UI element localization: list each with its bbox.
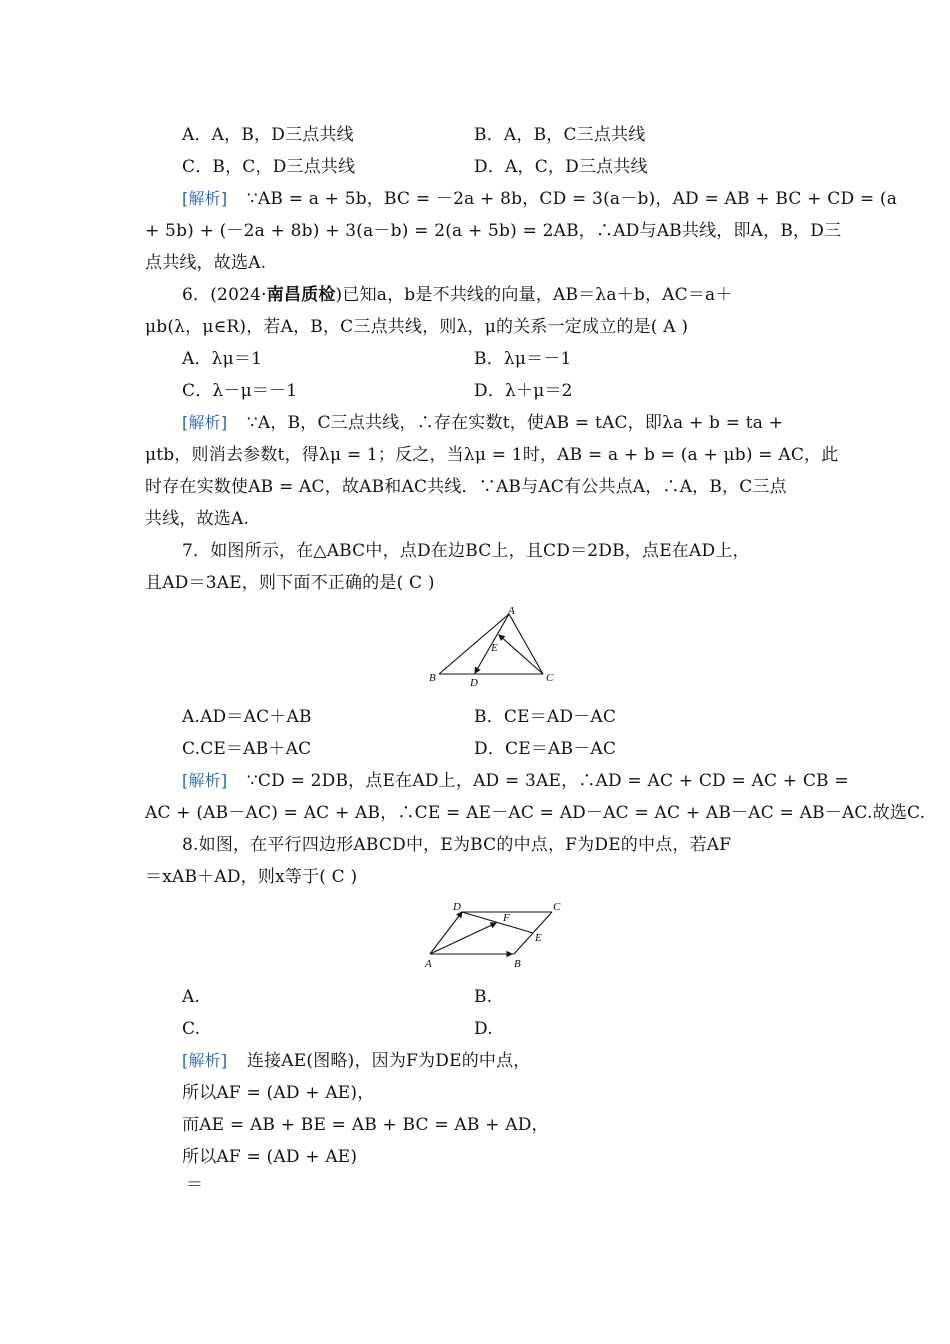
q5-solution-line-1 (182, 188, 898, 210)
label-b: B (514, 958, 521, 970)
q8-solution-line-5: ＝ (186, 1175, 204, 1195)
q8-solution-line-2: 所以AF = (AD + AE)， (182, 1083, 375, 1103)
parallelogram-figure (420, 896, 570, 976)
q6-option-d: D．λ＋μ＝2 (474, 381, 573, 401)
label-d: D (453, 901, 461, 913)
side-ac (509, 614, 543, 674)
q8-solution-text-1: 连接AE(图略)，因为F为DE的中点， (246, 1051, 531, 1071)
q6-options-row-1 (182, 348, 847, 370)
q7-stem-line-2: 且AD＝3AE，则下面不正确的是( C ) (145, 573, 435, 593)
q6-solution-text-1: ∵A，B，C三点共线，∴存在实数t，使AB = tAC，即λa + b = ta + (246, 413, 784, 433)
q8-solution-line-1 (182, 1050, 847, 1072)
q7-stem-line-1: 7．如图所示，在△ABC中，点D在边BC上，且CD＝2DB，点E在AD上， (182, 541, 750, 561)
q5-solution-line-2: + 5b) + (－2a + 8b) + 3(a－b) = 2(a + 5b) = 2AB，∴AD与AB共线，即A，B，D三 (145, 221, 842, 241)
q7-option-b: B．CE＝AD－AC (474, 707, 617, 727)
solution-tag: [解析] (182, 771, 228, 790)
q8-option-d: D. (474, 1019, 493, 1039)
q6-option-c: C．λ－μ＝－1 (182, 381, 298, 401)
q8-solution-line-3: 而AE = AB + BE = AB + BC = AB + AD， (182, 1115, 549, 1135)
q8-options-row-2 (182, 1018, 847, 1040)
q7-option-c: C.CE＝AB＋AC (182, 739, 312, 759)
q8-solution-line-4: 所以AF = (AD + AE) (182, 1147, 358, 1167)
triangle-figure (425, 602, 560, 694)
segment-ce (499, 635, 543, 674)
label-c: C (553, 901, 561, 913)
label-e: E (491, 642, 498, 654)
q6-option-b: B．λμ＝－1 (474, 349, 572, 369)
q6-solution-line-1 (182, 412, 847, 434)
q7-option-a: A.AD＝AC＋AB (182, 707, 312, 727)
q8-option-c: C. (182, 1019, 201, 1039)
q5-option-d: D．A，C，D三点共线 (474, 157, 648, 177)
q7-solution-text-1: ∵CD = 2DB，点E在AD上，AD = 3AE，∴AD = AC + CD = AC + CB = (246, 771, 849, 791)
q5-option-c: C．B，C，D三点共线 (182, 157, 356, 177)
q7-options-row-1 (182, 706, 847, 728)
label-b: B (429, 672, 436, 684)
label-a: A (425, 958, 432, 970)
q7-solution-line-1 (182, 770, 847, 792)
q5-option-b: B．A，B，C三点共线 (474, 125, 646, 145)
q7-solution-line-2: AC + (AB－AC) = AC + AB，∴CE = AE－AC = AD－AC = AC + AB－AC = AB－AC.故选C. (145, 803, 926, 823)
vector-af (430, 923, 496, 954)
q5-option-a: A．A，B，D三点共线 (182, 125, 354, 145)
q8-option-b: B. (474, 987, 493, 1007)
label-d: D (470, 677, 478, 689)
q7-option-d: D．CE＝AB－AC (474, 739, 617, 759)
label-c: C (546, 672, 554, 684)
q5-options-row-1 (182, 124, 847, 146)
q6-solution-line-2: μtb，则消去参数t，得λμ = 1；反之，当λμ = 1时，AB = a + b = (a + μb) = AC，此 (145, 445, 839, 465)
q8-option-a: A. (182, 987, 201, 1007)
q5-solution-line-3: 点共线，故选A. (145, 253, 267, 273)
side-ad (430, 912, 462, 954)
label-e: E (535, 932, 542, 944)
q7-options-row-2 (182, 738, 847, 760)
solution-tag: [解析] (182, 1051, 228, 1070)
q8-stem-line-2: ＝xAB＋AD，则x等于( C ) (145, 867, 358, 887)
q6-option-a: A．λμ＝1 (182, 349, 263, 369)
side-ab (439, 614, 509, 674)
q5-solution-text-1: ∵AB = a + 5b，BC = －2a + 8b，CD = 3(a－b)，AD = AB + BC + CD = (a (246, 189, 898, 209)
solution-tag: [解析] (182, 189, 228, 208)
q6-stem-text: )已知a，b是不共线的向量，AB＝λa＋b，AC＝a＋ (335, 285, 733, 305)
q6-solution-line-3: 时存在实数使AB = AC，故AB和AC共线．∵AB与AC有公共点A，∴A，B，C三点 (145, 477, 787, 497)
segment-de (462, 912, 533, 933)
q8-options-row-1 (182, 986, 847, 1008)
q6-number: 6．(2024· (182, 285, 267, 305)
q6-source: 南昌质检 (266, 285, 336, 305)
q6-options-row-2 (182, 380, 847, 402)
q6-solution-line-4: 共线，故选A. (145, 509, 250, 529)
solution-tag: [解析] (182, 413, 228, 432)
q6-stem-line-2: μb(λ，μ∈R)，若A，B，C三点共线，则λ，μ的关系一定成立的是( A ) (145, 317, 689, 337)
q6-stem-line-1 (182, 284, 847, 306)
label-a: A (508, 605, 515, 617)
label-f: F (503, 912, 510, 924)
q5-options-row-2 (182, 156, 847, 178)
q8-stem-line-1: 8.如图，在平行四边形ABCD中，E为BC的中点，F为DE的中点，若AF (182, 835, 732, 855)
